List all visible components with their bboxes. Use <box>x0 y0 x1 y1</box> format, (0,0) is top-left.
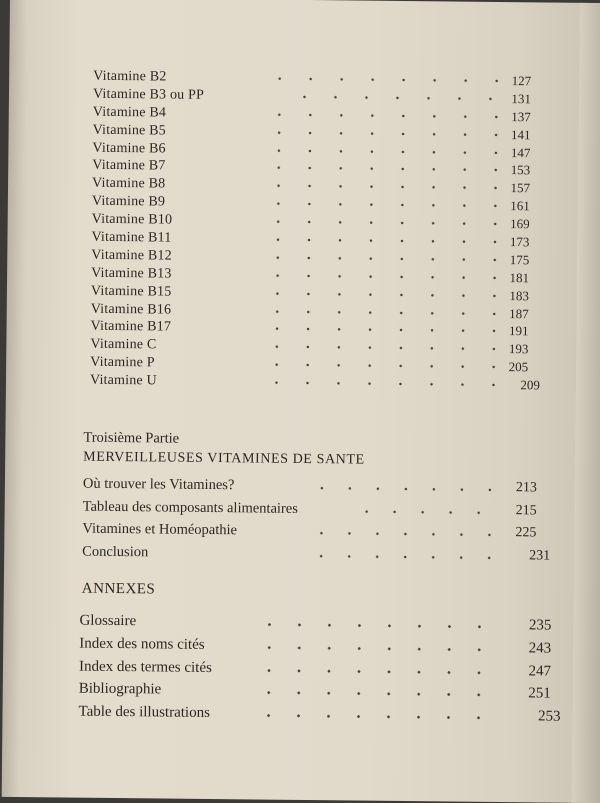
entry-label: Vitamines et Homéopathie <box>82 520 238 539</box>
entry-label: Vitamine B13 <box>91 265 172 282</box>
page-edge <box>572 3 600 803</box>
entry-page: 235 <box>528 617 552 634</box>
entry-page: 231 <box>529 547 551 564</box>
entry-label: Vitamine B15 <box>90 283 172 300</box>
entry-label: Vitamine U <box>89 372 157 389</box>
leader-dots <box>254 638 507 659</box>
entry-page: 243 <box>528 640 552 657</box>
leader-dots <box>307 547 504 567</box>
leader-dots <box>254 615 507 636</box>
entry-label: Vitamine B2 <box>93 68 167 85</box>
entry-page: 147 <box>510 144 531 160</box>
annexes-entries <box>78 610 569 729</box>
entry-label: Vitamine B16 <box>90 301 172 318</box>
leader-dots <box>254 684 507 705</box>
entry-page: 141 <box>511 126 531 142</box>
entry-page: 181 <box>509 269 530 286</box>
entry-page: 251 <box>528 685 551 702</box>
leader-dots <box>353 502 505 522</box>
entry-label: Vitamine B9 <box>91 193 166 210</box>
entry-page: 183 <box>509 287 529 303</box>
entry-label: Glossaire <box>79 612 137 630</box>
entry-page: 213 <box>515 480 537 496</box>
entry-page: 247 <box>528 662 552 680</box>
entry-label: Tableau des composants alimentaires <box>82 498 298 517</box>
leader-dots <box>289 88 499 108</box>
toc-entry <box>76 372 556 395</box>
entry-page: 157 <box>510 180 531 196</box>
leader-dots <box>253 707 506 728</box>
entry-label: Où trouver les Vitamines? <box>82 475 235 494</box>
entry-page: 253 <box>537 708 561 725</box>
entry-label: Vitamine B11 <box>91 229 172 246</box>
book-page <box>2 0 600 803</box>
part-label: Troisième Partie <box>83 429 180 447</box>
part3-entries <box>82 473 563 568</box>
entry-label: Vitamine B4 <box>92 104 167 121</box>
entry-label: Vitamine B5 <box>92 122 166 139</box>
vitamin-list <box>76 68 559 395</box>
entry-label: Index des termes cités <box>78 658 212 676</box>
part-title: MERVEILLEUSES VITAMINES DE SANTE <box>83 449 365 468</box>
entry-page: 205 <box>508 359 529 375</box>
entry-page: 209 <box>520 377 541 393</box>
entry-page: 131 <box>511 91 532 107</box>
entry-label: Vitamine B3 ou PP <box>92 86 205 103</box>
entry-page: 187 <box>509 305 529 321</box>
leader-dots <box>254 661 507 682</box>
entry-label: Vitamine B6 <box>92 140 166 157</box>
leader-dots <box>261 374 496 394</box>
leader-dots <box>307 524 504 544</box>
entry-label: Vitamine C <box>90 337 157 353</box>
entry-label: Vitamine B8 <box>91 176 166 192</box>
entry-page: 137 <box>511 108 531 125</box>
entry-label: Index des noms cités <box>79 635 205 653</box>
entry-page: 193 <box>508 341 529 357</box>
entry-page: 225 <box>515 525 537 541</box>
entry-page: 161 <box>510 198 530 214</box>
entry-label: Table des illustrations <box>78 703 211 722</box>
entry-page: 153 <box>510 162 531 178</box>
entry-page: 191 <box>508 323 529 339</box>
entry-page: 175 <box>509 252 530 268</box>
entry-page: 169 <box>510 216 530 232</box>
entry-page: 215 <box>515 502 537 518</box>
entry-label: Conclusion <box>82 543 149 560</box>
entry-label: Vitamine B12 <box>91 247 172 264</box>
leader-dots <box>308 479 505 499</box>
entry-page: 127 <box>511 73 532 89</box>
entry-label: Vitamine B7 <box>92 158 166 174</box>
entry-label: Bibliographie <box>78 681 162 698</box>
entry-page: 173 <box>509 234 530 250</box>
entry-label: Vitamine B17 <box>90 319 172 336</box>
entry-label: Vitamine B10 <box>91 211 173 228</box>
annexes-title: ANNEXES <box>81 580 156 598</box>
toc-entry <box>78 701 568 729</box>
toc-entry <box>82 540 562 568</box>
entry-label: Vitamine P <box>90 354 155 371</box>
